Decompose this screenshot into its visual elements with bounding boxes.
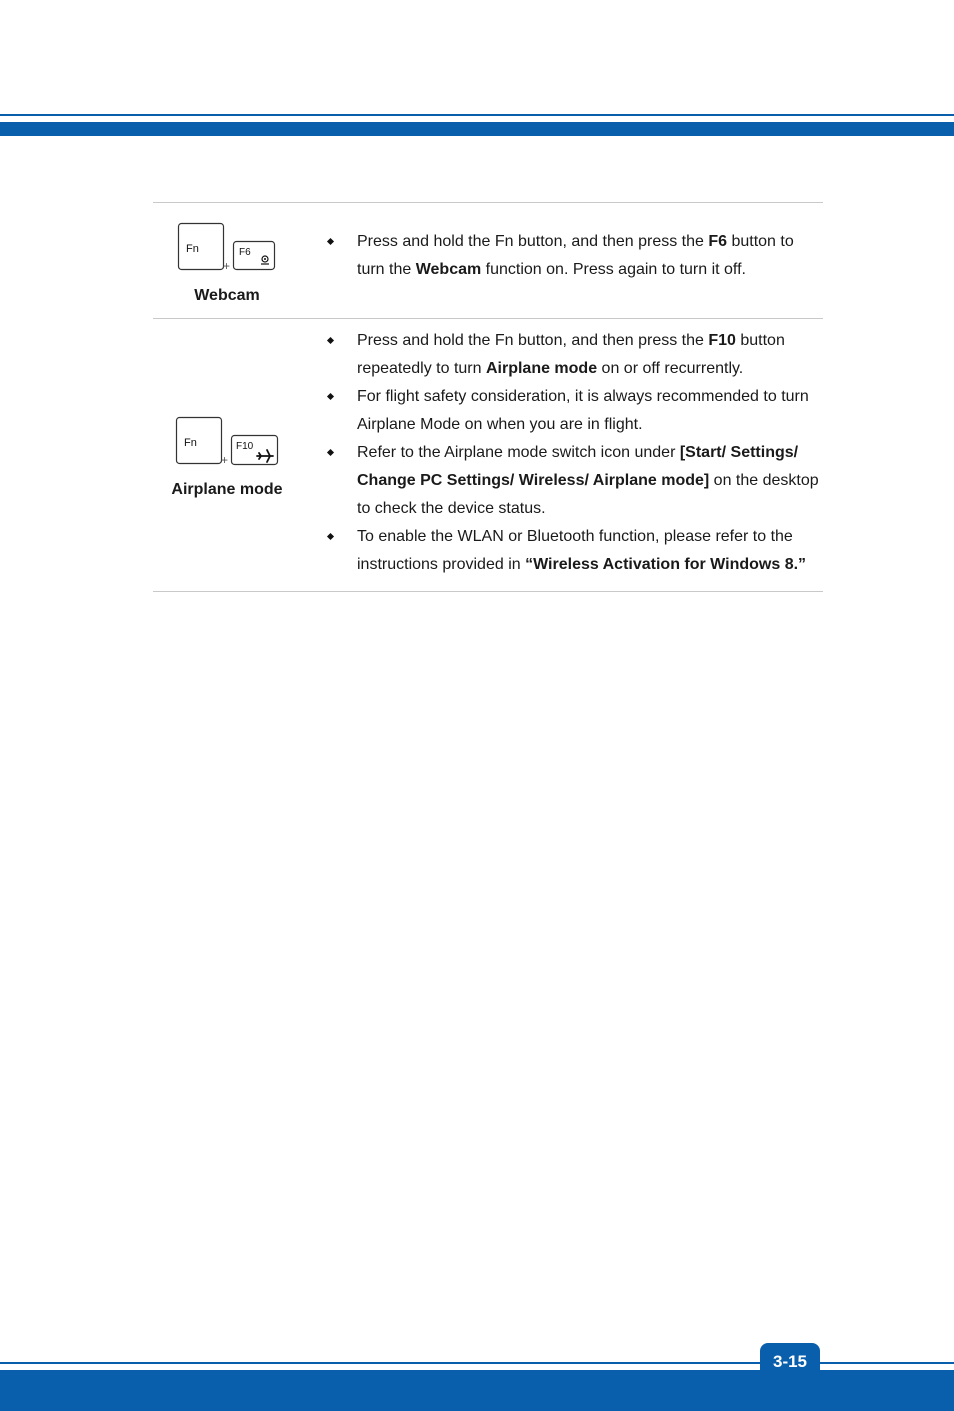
list-item: Press and hold the Fn button, and then press the F10 button repeatedly to turn Airplane mode on or off recurrently. <box>325 327 820 383</box>
f6-key-label: F6 <box>239 247 251 258</box>
fn-key-label: Fn <box>186 243 199 255</box>
page-number: 3-15 <box>760 1343 820 1381</box>
webcam-key-combo <box>177 222 279 274</box>
webcam-bullet-list <box>325 228 820 284</box>
header-rule <box>0 114 954 116</box>
plus-sign: + <box>221 453 229 467</box>
webcam-caption: Webcam <box>194 287 260 304</box>
table-row-divider <box>153 318 823 319</box>
f10-key-label: F10 <box>236 441 254 452</box>
airplane-mode-caption: Airplane mode <box>171 481 283 498</box>
table-top-rule <box>153 202 823 203</box>
header-band <box>0 122 954 136</box>
list-item: To enable the WLAN or Bluetooth function, please refer to the instructions provided in “Wireless Activation for Windows 8.” <box>325 523 820 579</box>
airplane-bullet-list <box>325 327 820 579</box>
airplane-key-combo <box>175 416 281 468</box>
table-bottom-rule <box>153 591 823 592</box>
list-item: For flight safety consideration, it is always recommended to turn Airplane Mode on when you are in flight. <box>325 383 820 439</box>
plus-sign: + <box>223 259 231 273</box>
list-item: Press and hold the Fn button, and then press the F6 button to turn the Webcam function on. Press again to turn it off. <box>325 228 820 284</box>
list-item: Refer to the Airplane mode switch icon under [Start/ Settings/ Change PC Settings/ Wireless/ Airplane mode] on the desktop to check the device status. <box>325 439 820 523</box>
fn-key-label: Fn <box>184 437 197 449</box>
